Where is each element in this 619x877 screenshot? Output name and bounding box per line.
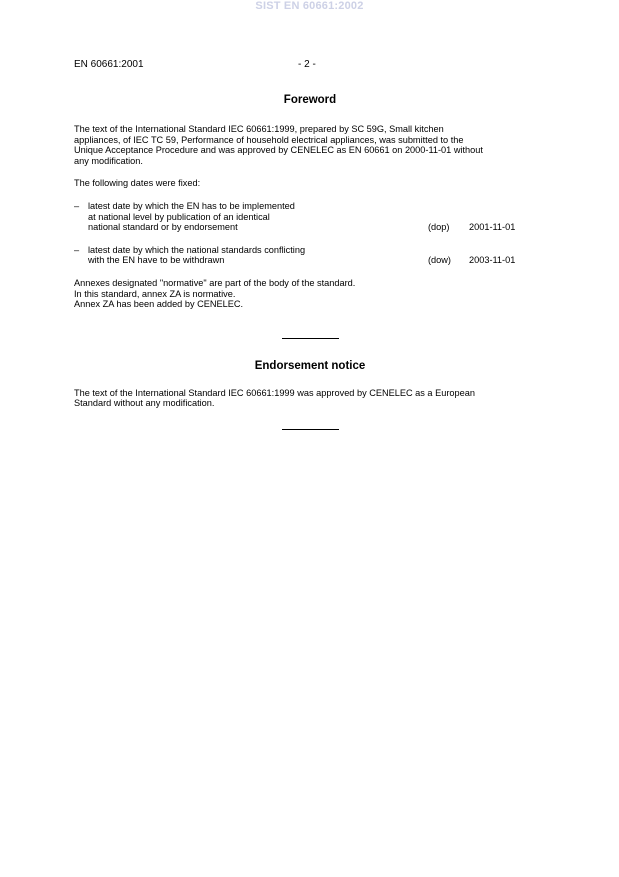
date-item-line: latest date by which the EN has to be implemented bbox=[88, 200, 295, 211]
annex-note-line: Annexes designated "normative" are part of the body of the standard. bbox=[74, 277, 356, 288]
dash-bullet: – bbox=[74, 244, 80, 255]
page-header bbox=[74, 59, 546, 73]
dates-intro: The following dates were fixed: bbox=[74, 178, 201, 189]
annex-note-line: Annex ZA has been added by CENELEC. bbox=[74, 299, 244, 310]
date-item-dop bbox=[74, 201, 546, 233]
foreword-title: Foreword bbox=[283, 94, 337, 106]
date-value: 2003-11-01 bbox=[469, 255, 516, 266]
endorsement-line: The text of the International Standard IEC 60661:1999 was approved by CENELEC as a European bbox=[74, 387, 475, 398]
date-code: (dow) bbox=[428, 255, 451, 266]
date-item-dow bbox=[74, 245, 546, 266]
date-item-line: latest date by which the national standards conflicting bbox=[88, 244, 306, 255]
date-item-line-last bbox=[88, 255, 546, 266]
foreword-intro-line: Unique Acceptance Procedure and was approved by CENELEC as EN 60661 on 2000-11-01 without bbox=[74, 145, 483, 156]
page-number: - 2 - bbox=[298, 59, 316, 70]
endorsement-line: Standard without any modification. bbox=[74, 398, 215, 409]
endorsement-text bbox=[74, 388, 546, 409]
document-id: EN 60661:2001 bbox=[74, 59, 144, 70]
foreword-intro-line: any modification. bbox=[74, 155, 143, 166]
date-item-text: with the EN have to be withdrawn bbox=[88, 255, 225, 266]
section-divider bbox=[282, 429, 339, 430]
date-item-text: national standard or by endorsement bbox=[88, 222, 238, 233]
date-value: 2001-11-01 bbox=[469, 222, 516, 233]
page-content bbox=[74, 93, 546, 430]
foreword-intro bbox=[74, 124, 546, 166]
foreword-intro-line: appliances, of IEC TC 59, Performance of household electrical appliances, was submitted to the bbox=[74, 134, 464, 145]
annex-notes bbox=[74, 278, 546, 310]
date-item-line-last bbox=[88, 222, 546, 233]
date-code: (dop) bbox=[428, 222, 450, 233]
date-item-line: at national level by publication of an identical bbox=[88, 211, 270, 222]
dash-bullet: – bbox=[74, 200, 80, 211]
watermark: SIST EN 60661:2002 bbox=[255, 0, 364, 12]
annex-note-line: In this standard, annex ZA is normative. bbox=[74, 288, 236, 299]
foreword-intro-line: The text of the International Standard IEC 60661:1999, prepared by SC 59G, Small kitchen bbox=[74, 124, 444, 134]
endorsement-title: Endorsement notice bbox=[254, 359, 366, 372]
